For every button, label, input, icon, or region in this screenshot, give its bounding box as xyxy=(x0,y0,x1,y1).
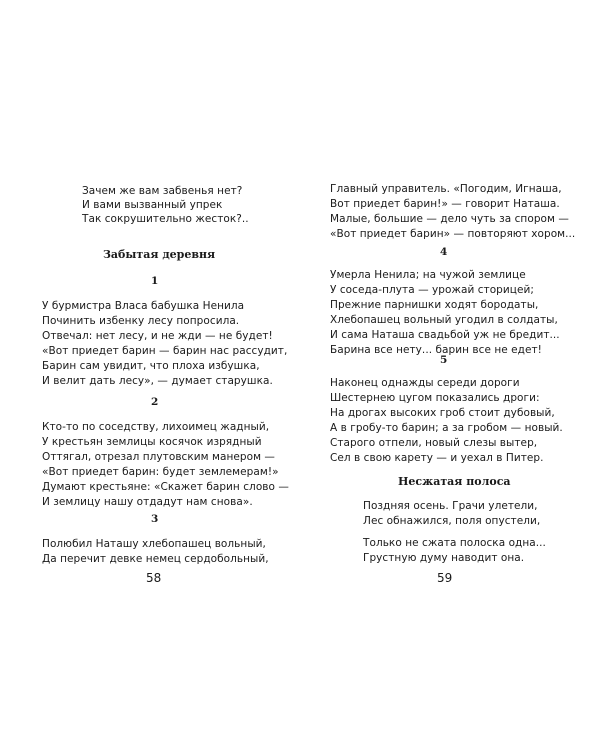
verse-line: Наконец однажды середи дороги xyxy=(330,377,520,389)
verse-line: Барин сам увидит, что плоха избушка, xyxy=(42,360,260,372)
verse-line: Поздняя осень. Грачи улетели, xyxy=(363,500,538,512)
verse-line: А в гробу-то барин; а за гробом — новый. xyxy=(330,422,563,434)
verse-line: Да перечит девке немец сердобольный, xyxy=(42,553,269,565)
verse-line: Прежние парнишки ходят бородаты, xyxy=(330,299,539,311)
verse-line: Починить избенку лесу попросила. xyxy=(42,315,240,327)
verse-line: Оттягал, отрезал плутовским манером — xyxy=(42,451,275,463)
verse-line: Думают крестьяне: «Скажет барин слово — xyxy=(42,481,289,493)
verse-line: У бурмистра Власа бабушка Ненила xyxy=(42,300,245,312)
verse-line: Главный управитель. «Погодим, Игнаша, xyxy=(330,183,562,195)
section-number: 4 xyxy=(440,246,448,258)
verse-line: Полюбил Наташу хлебопашец вольный, xyxy=(42,538,266,550)
section-number: 5 xyxy=(440,354,448,366)
right-page xyxy=(300,0,600,750)
verse-line: Малые, большие — дело чуть за спором — xyxy=(330,213,569,225)
verse-line: «Вот приедет барин» — повторяют хором... xyxy=(330,228,576,240)
verse-line: Кто-то по соседству, лихоимец жадный, xyxy=(42,421,270,433)
verse-line: Отвечал: нет лесу, и не жди — не будет! xyxy=(42,330,273,342)
verse-line: У соседа-плута — урожай сторицей; xyxy=(330,284,534,296)
verse-line: У крестьян землицы косячок изрядный xyxy=(42,436,262,448)
verse-line: Зачем же вам забвенья нет? xyxy=(82,185,243,197)
poem-title: Забытая деревня xyxy=(103,248,216,261)
section-number: 1 xyxy=(151,275,159,287)
verse-line: Грустную думу наводит она. xyxy=(363,552,525,564)
verse-line: Сел в свою карету — и уехал в Питер. xyxy=(330,452,544,464)
verse-line: И велит дать лесу», — думает старушка. xyxy=(42,375,273,387)
verse-line: Умерла Ненила; на чужой землице xyxy=(330,269,526,281)
verse-line: Старого отпели, новый слезы вытер, xyxy=(330,437,538,449)
verse-line: Барина все нету... барин все не едет! xyxy=(330,344,542,356)
verse-line: Лес обнажился, поля опустели, xyxy=(363,515,541,527)
page-number: 59 xyxy=(437,571,453,585)
verse-line: И сама Наташа свадьбой уж не бредит... xyxy=(330,329,560,341)
verse-line: Только не сжата полоска одна... xyxy=(363,537,546,549)
poem-title: Несжатая полоса xyxy=(398,475,511,488)
verse-line: Хлебопашец вольный угодил в солдаты, xyxy=(330,314,558,326)
section-number: 2 xyxy=(151,396,159,408)
verse-line: «Вот приедет барин — барин нас рассудит, xyxy=(42,345,288,357)
verse-line: Так сокрушительно жесток?.. xyxy=(82,213,249,225)
page-number: 58 xyxy=(146,571,162,585)
section-number: 3 xyxy=(151,513,159,525)
verse-line: «Вот приедет барин: будет землемерам!» xyxy=(42,466,279,478)
verse-line: Шестернею цугом показались дроги: xyxy=(330,392,540,404)
verse-line: Вот приедет барин!» — говорит Наташа. xyxy=(330,198,560,210)
verse-line: И вами вызванный упрек xyxy=(82,199,223,211)
verse-line: На дрогах высоких гроб стоит дубовый, xyxy=(330,407,555,419)
verse-line: И землицу нашу отдадут нам снова». xyxy=(42,496,253,508)
